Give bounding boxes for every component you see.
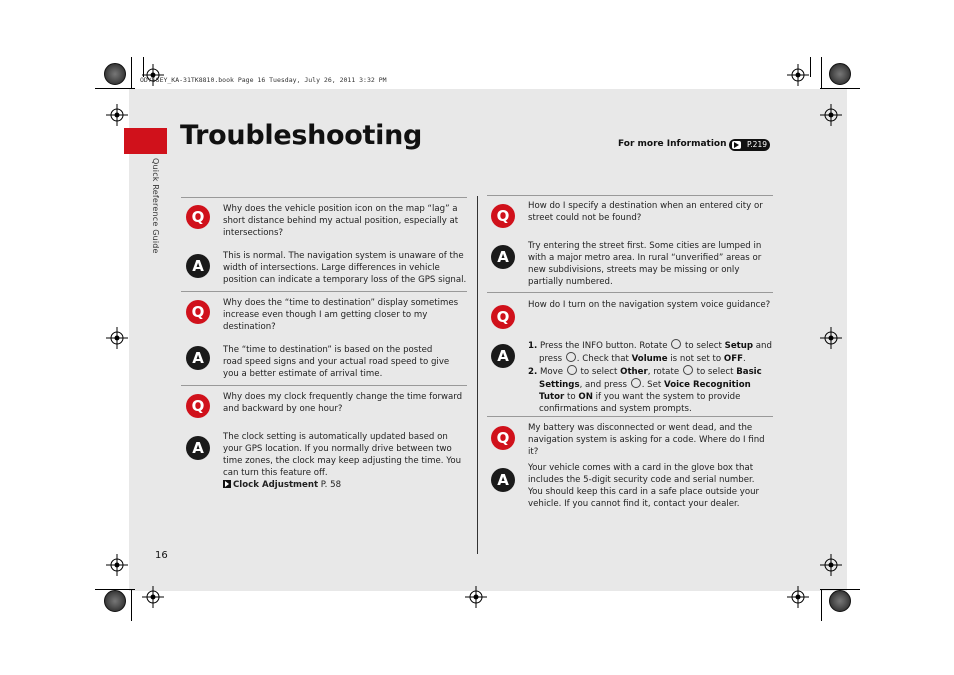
arrow-right-icon: [732, 141, 741, 149]
answer-badge: A: [186, 346, 210, 370]
more-info-ref-page: P.219: [746, 140, 767, 149]
registration-mark-icon: [820, 554, 842, 576]
step-text: to select: [580, 367, 618, 377]
enter-press-icon: [631, 378, 641, 388]
answer-badge: A: [186, 254, 210, 278]
qa-steps: [528, 339, 772, 415]
interface-dial-icon: [671, 339, 681, 349]
step-text: , rotate: [647, 367, 680, 377]
print-color-dot: [104, 63, 126, 85]
interface-dial-icon: [683, 365, 693, 375]
crop-mark: [131, 589, 132, 621]
print-color-dot: [829, 590, 851, 612]
qa-divider: [487, 416, 773, 417]
answer-badge: A: [491, 344, 515, 368]
qa-question: How do I turn on the navigation system voice guidance?: [528, 300, 771, 310]
qa-answer: Your vehicle comes with a card in the glove box that includes the 5-digit security code and serial number. You should keep this card in a safe place outside your vehicle. If you cannot find it, contact your dealer.: [528, 463, 760, 509]
step-text: and press: [539, 341, 772, 364]
step-text: if you want the system to provide confirmations and system prompts.: [539, 392, 741, 414]
crop-mark: [821, 589, 822, 621]
question-badge: Q: [186, 205, 210, 229]
step-1: [528, 339, 772, 365]
step-keyword: ON: [578, 392, 593, 402]
step-text: . Set: [641, 380, 662, 390]
registration-mark-icon: [106, 104, 128, 126]
qa-divider: [181, 291, 467, 292]
step-number: 1.: [528, 341, 538, 351]
registration-mark-icon: [142, 586, 164, 608]
arrow-right-icon: [223, 480, 231, 488]
qa-divider: [487, 292, 773, 293]
qa-answer: Try entering the street first. Some cities are lumped in with a major metro area. In rural “unverified” areas or new subdivisions, streets may be missing or only partially numbered.: [528, 241, 762, 287]
registration-mark-icon: [820, 104, 842, 126]
book-header-line: ODYSSEY_KA-31TK8810.book Page 16 Tuesday, July 26, 2011 3:32 PM: [140, 76, 387, 84]
question-badge: Q: [491, 204, 515, 228]
xref-page: P. 58: [320, 480, 342, 490]
qa-divider: [181, 197, 467, 198]
step-keyword: Setup: [724, 341, 754, 351]
step-keyword: Voice Recognition Tutor: [539, 380, 751, 402]
step-number: 2.: [528, 367, 538, 377]
registration-mark-icon: [787, 64, 809, 86]
answer-badge: A: [491, 245, 515, 269]
step-keyword: Basic Settings: [539, 367, 762, 390]
registration-mark-icon: [106, 554, 128, 576]
page-title: Troubleshooting: [180, 120, 423, 151]
step-keyword: OFF: [723, 354, 743, 364]
more-info-ref-link[interactable]: [729, 139, 770, 151]
qa-answer: The clock setting is automatically updated based on your GPS location. If you normally drive between two time zones, the clock may keep adjusting the time. You can turn this feature off.: [223, 432, 462, 478]
step-text: Move: [539, 367, 564, 377]
qa-question: Why does the vehicle position icon on the map “lag” a short distance behind my actual position, especially at intersections?: [223, 204, 459, 238]
column-divider: [477, 196, 478, 554]
step-text: .: [742, 354, 746, 364]
qa-question: Why does my clock frequently change the time forward and backward by one hour?: [223, 392, 463, 414]
qa-divider: [487, 195, 773, 196]
qa-question: My battery was disconnected or went dead, and the navigation system is asking for a code. Where do I find it?: [528, 423, 765, 457]
step-keyword: Volume: [631, 354, 668, 364]
qa-question: Why does the “time to destination” display sometimes increase even though I am getting closer to my destination?: [223, 298, 459, 332]
move-right-icon: [567, 365, 577, 375]
question-badge: Q: [491, 305, 515, 329]
step-text: to select: [684, 341, 722, 351]
more-info-label: For more Information: [618, 139, 727, 149]
crop-mark: [95, 88, 135, 89]
qa-answer: This is normal. The navigation system is unaware of the width of intersections. Large differences in vehicle position can indicate a temporary loss of the GPS signal.: [223, 251, 467, 285]
clock-adjustment-link[interactable]: [223, 480, 318, 490]
page-number: 16: [155, 550, 168, 561]
crop-mark: [821, 57, 822, 89]
step-text: Press the INFO button. Rotate: [539, 341, 668, 351]
registration-mark-icon: [465, 586, 487, 608]
answer-badge: A: [186, 436, 210, 460]
print-color-dot: [829, 63, 851, 85]
print-color-dot: [104, 590, 126, 612]
qa-divider: [181, 385, 467, 386]
step-2: [528, 365, 772, 415]
section-tab: [124, 128, 167, 154]
crop-mark: [820, 88, 860, 89]
question-badge: Q: [186, 300, 210, 324]
answer-badge: A: [491, 468, 515, 492]
registration-mark-icon: [820, 327, 842, 349]
qa-answer: The “time to destination” is based on the posted road speed signs and your actual road speed to give you a better estimate of arrival time.: [223, 345, 450, 379]
crop-mark: [810, 57, 811, 77]
question-badge: Q: [491, 426, 515, 450]
step-keyword: Other: [620, 367, 648, 377]
step-text: . Check that: [576, 354, 629, 364]
step-text: is not set to: [670, 354, 722, 364]
side-section-label: Quick Reference Guide: [151, 158, 160, 254]
qa-answer-block: [223, 431, 465, 491]
registration-mark-icon: [787, 586, 809, 608]
step-text: , and press: [579, 380, 627, 390]
xref-label: Clock Adjustment: [233, 480, 319, 490]
question-badge: Q: [186, 394, 210, 418]
crop-mark: [131, 57, 132, 89]
qa-question: How do I specify a destination when an entered city or street could not be found?: [528, 201, 763, 223]
enter-press-icon: [566, 352, 576, 362]
step-text: to: [567, 392, 576, 402]
registration-mark-icon: [106, 327, 128, 349]
step-text: to select: [696, 367, 734, 377]
